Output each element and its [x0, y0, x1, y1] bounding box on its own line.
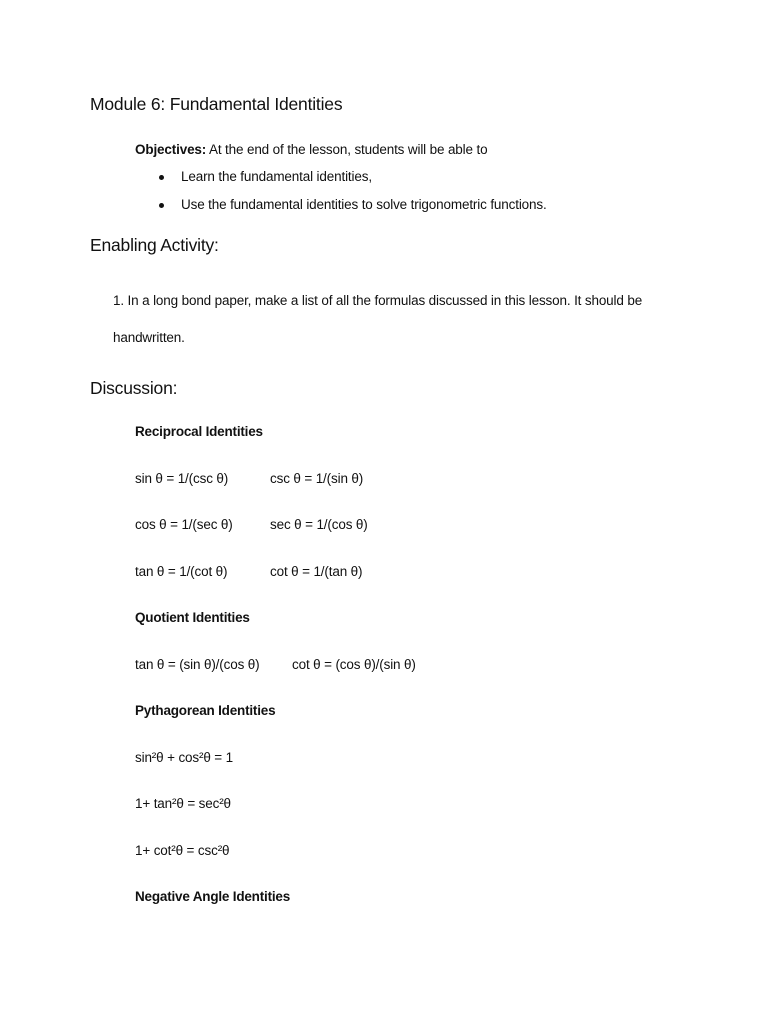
objective-bullet-1: Learn the fundamental identities,: [181, 169, 372, 184]
enabling-activity-line-1: 1. In a long bond paper, make a list of all the formulas discussed in this lesson. It should be: [113, 293, 643, 308]
quotient-identities-title: Quotient Identities: [135, 610, 250, 625]
enabling-activity-line-2: handwritten.: [113, 330, 185, 345]
reciprocal-identity: sin θ = 1/(csc θ): [135, 471, 229, 486]
negative-angle-identities-title: Negative Angle Identities: [135, 889, 291, 904]
pythagorean-identities-title: Pythagorean Identities: [135, 703, 276, 718]
reciprocal-identity: cot θ = 1/(tan θ): [270, 564, 363, 579]
reciprocal-identity: cos θ = 1/(sec θ): [135, 517, 233, 532]
objective-bullet-2: Use the fundamental identities to solve trigonometric functions.: [181, 197, 547, 212]
enabling-activity-heading: Enabling Activity:: [90, 235, 219, 255]
pythagorean-identity: sin²θ + cos²θ = 1: [135, 750, 234, 765]
reciprocal-identity: sec θ = 1/(cos θ): [270, 517, 368, 532]
objectives-line: [135, 142, 487, 157]
reciprocal-identities-title: Reciprocal Identities: [135, 424, 263, 439]
bullet-icon: [159, 175, 164, 180]
discussion-heading: Discussion:: [90, 378, 178, 398]
pythagorean-identity: 1+ cot²θ = csc²θ: [135, 843, 230, 858]
objectives-label: Objectives:: [135, 142, 207, 157]
reciprocal-identity: tan θ = 1/(cot θ): [135, 564, 228, 579]
quotient-identity-cot: cot θ = (cos θ)/(sin θ): [292, 657, 416, 672]
module-title: Module 6: Fundamental Identities: [90, 94, 343, 114]
pythagorean-identity: 1+ tan²θ = sec²θ: [135, 796, 231, 811]
objectives-text: At the end of the lesson, students will be able to: [206, 142, 488, 157]
quotient-identity-tan: tan θ = (sin θ)/(cos θ): [135, 657, 260, 672]
bullet-icon: [159, 203, 164, 208]
reciprocal-identity: csc θ = 1/(sin θ): [270, 471, 364, 486]
